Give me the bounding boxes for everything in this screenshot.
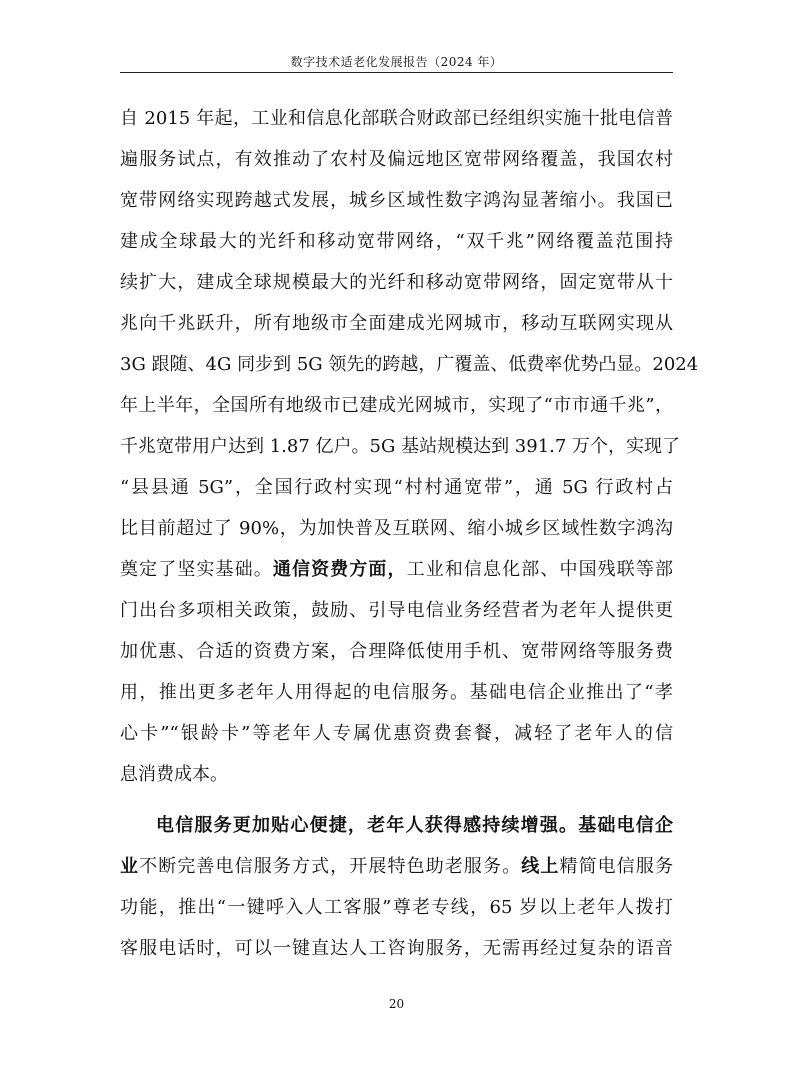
text-line: 功能，推出“一键呼入人工客服”尊老专线，65 岁以上老年人拨打 [120,897,673,918]
bold-run: 线上 [521,856,560,877]
bold-run: 通信资费方面， [272,559,407,580]
text-run: 奠定了坚实基础。 [120,559,273,580]
text-line: “县县通 5G”，全国行政村实现“村村通宽带”，通 5G 行政村占 [120,477,673,498]
header-rule [120,72,673,73]
text-line [120,549,673,590]
text-line: 门出台多项相关政策，鼓励、引导电信业务经营者为老年人提供更 [120,600,673,621]
text-line: 宽带网络实现跨越式发展，城乡区域性数字鸿沟显著缩小。我国已 [120,190,673,211]
text-line: 3G 跟随、4G 同步到 5G 领先的跨越，广覆盖、低费率优势凸显。2024 [120,354,699,375]
text-line: 心卡”“银龄卡”等老年人专属优惠资费套餐，减轻了老年人的信 [120,723,673,744]
text-run: 精简电信服务 [559,856,674,877]
text-line: 加优惠、合适的资费方案，合理降低使用手机、宽带网络等服务费 [120,641,673,662]
text-line: 千兆宽带用户达到 1.87 亿户。5G 基站规模达到 391.7 万个，实现了 [120,436,681,457]
bold-run: 业 [120,856,140,877]
paragraph-2 [120,805,673,969]
text-line: 用，推出更多老年人用得起的电信服务。基础电信企业推出了“孝 [120,682,673,703]
text-line: 年上半年，全国所有地级市已建成光网城市，实现了“市市通千兆”， [120,395,673,416]
text-line: 遍服务试点，有效推动了农村及偏远地区宽带网络覆盖，我国农村 [120,149,673,170]
page-header: 数字技术适老化发展报告（2024 年） [290,55,503,69]
body-text [120,98,699,969]
text-line: 续扩大，建成全球规模最大的光纤和移动宽带网络，固定宽带从十 [120,272,673,293]
paragraph-gap [120,795,673,805]
text-line: 电信服务更加贴心便捷，老年人获得感持续增强。基础电信企 [156,815,673,836]
page-number: 20 [388,997,405,1011]
text-line [120,846,673,887]
text-line: 建成全球最大的光纤和移动宽带网络，“双千兆”网络覆盖范围持 [120,231,673,252]
text-line: 兆向千兆跃升，所有地级市全面建成光网城市，移动互联网实现从 [120,313,673,334]
text-run: 不断完善电信服务方式，开展特色助老服务。 [139,856,522,877]
text-line: 比目前超过了 90%，为加快普及互联网、缩小城乡区域性数字鸿沟 [120,518,673,539]
text-run: 工业和信息化部、中国残联等部 [406,559,674,580]
text-line: 息消费成本。 [120,764,228,785]
paragraph-1 [120,98,699,795]
text-line: 自 2015 年起，工业和信息化部联合财政部已经组织实施十批电信普 [120,108,673,129]
text-line: 客服电话时，可以一键直达人工咨询服务，无需再经过复杂的语音 [120,938,673,959]
